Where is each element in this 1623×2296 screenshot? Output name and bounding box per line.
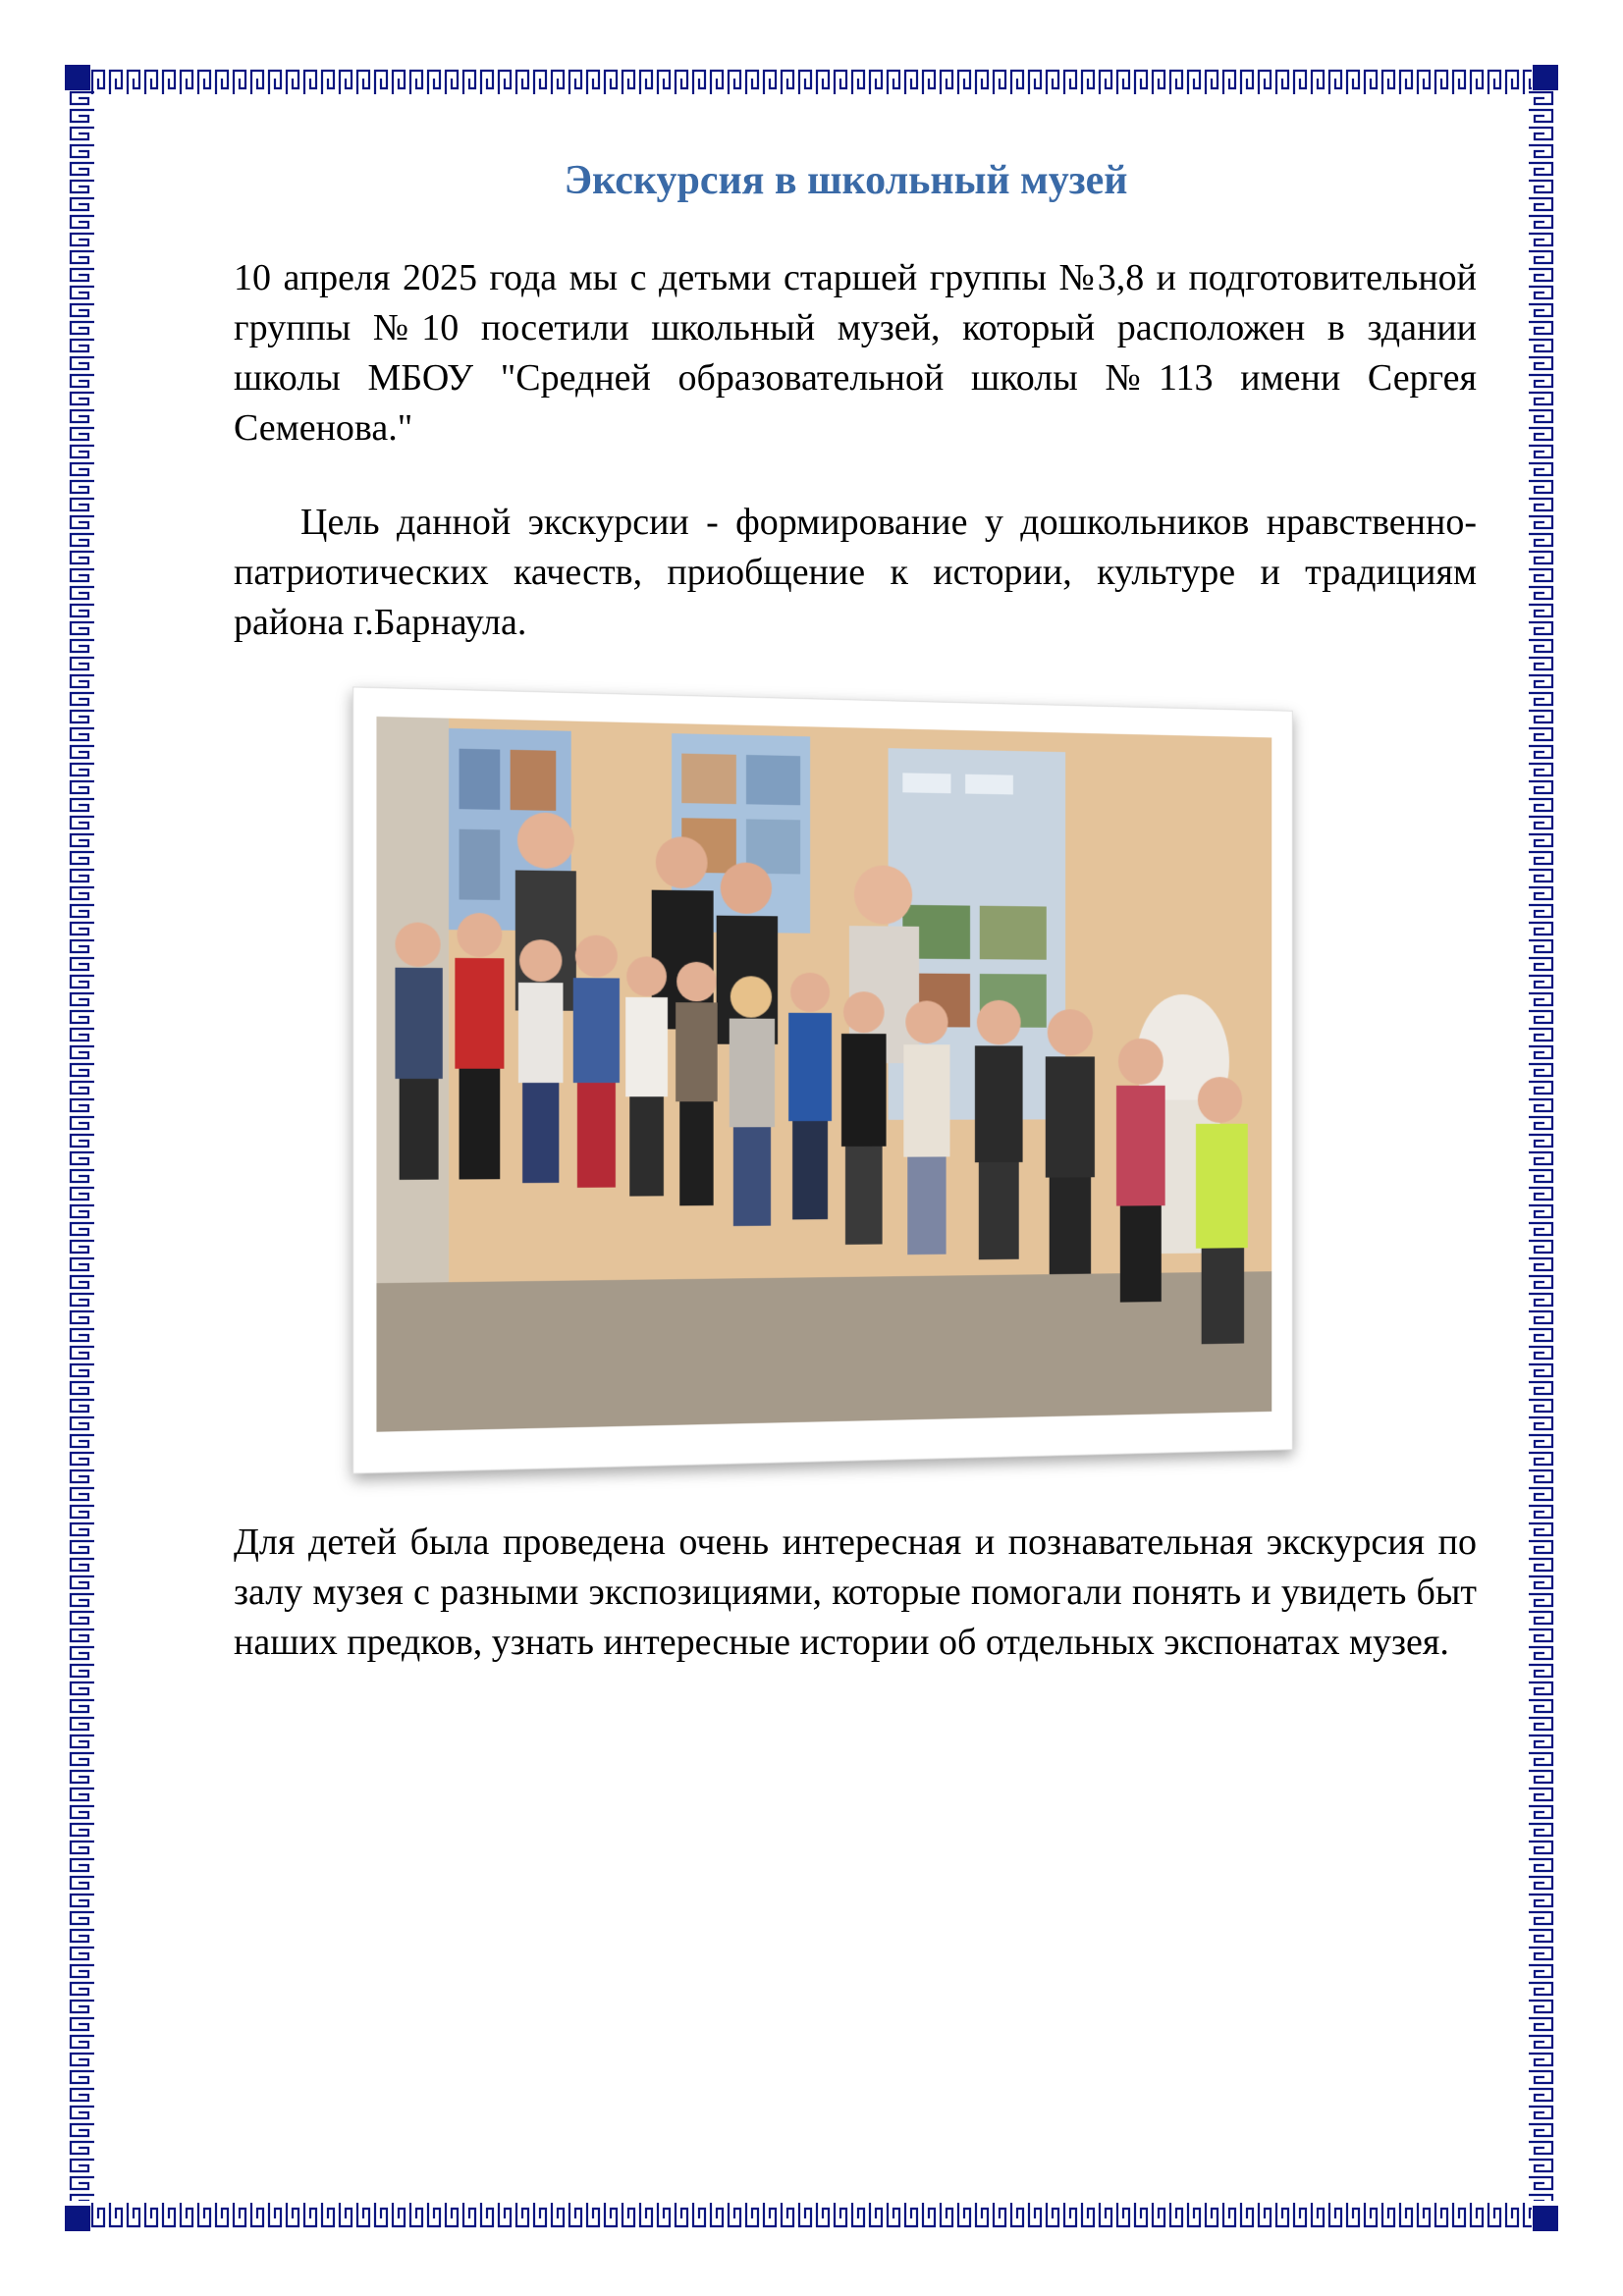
corner-square: [65, 2206, 90, 2231]
paragraph-excursion: Для детей была проведена очень интересная и познавательная экскурсия по залу музея с разными экспозициями, которые помогали понять и увидеть быт наших предков, узнать интересные истории об отдельных экспонатах музея.: [234, 1522, 1477, 1663]
paragraph-intro: 10 апреля 2025 года мы с детьми старшей группы №3,8 и подготовительной группы №10 посетили школьный музей, который расположен в здании школы МБОУ "Средней образовательной школы №113 имени Сергея Семенова.": [234, 257, 1477, 449]
greek-key-border-icon: [90, 67, 1532, 96]
greek-key-border-icon: [1527, 90, 1556, 2201]
photo-frame: [352, 686, 1293, 1473]
border-bottom: [90, 2201, 1532, 2230]
paragraph-goal: Цель данной экскурсии - формирование у дошкольников нравственно-патриотических качеств, приобщение к истории, культуре и традициям района г.Барнаула.: [234, 502, 1477, 643]
greek-key-border-icon: [67, 90, 96, 2201]
page-title: Экскурсия в школьный музей: [564, 158, 1128, 203]
corner-square: [1533, 65, 1558, 90]
group-photo-icon: [376, 717, 1271, 1432]
corner-square: [1533, 2206, 1558, 2231]
border-left: [67, 90, 96, 2201]
corner-square: [65, 65, 90, 90]
border-right: [1527, 90, 1556, 2201]
greek-key-border-icon: [90, 2201, 1532, 2230]
group-photo: [376, 717, 1271, 1432]
border-top: [90, 67, 1532, 96]
